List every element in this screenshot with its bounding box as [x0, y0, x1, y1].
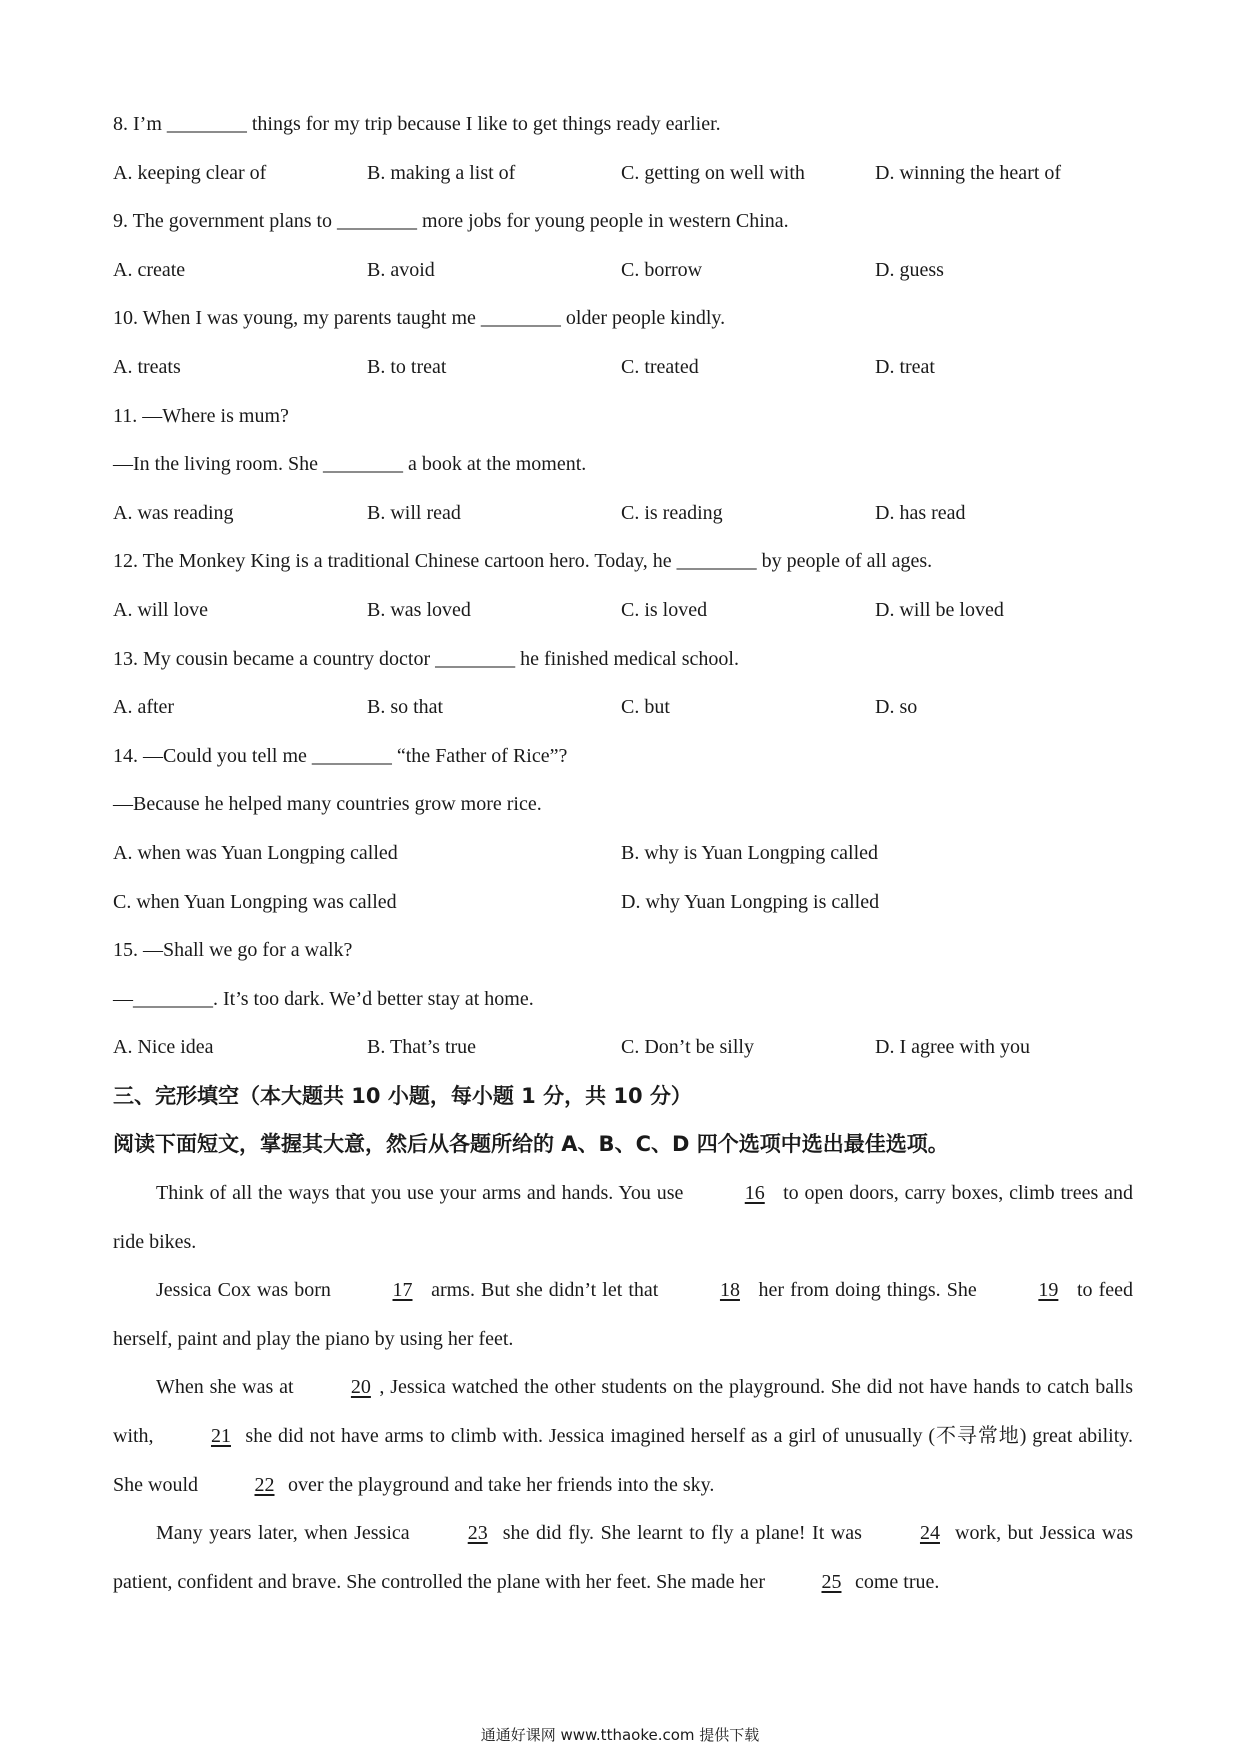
- cloze-paragraph-4: Many years later, when Jessica 23 she did fly. She learnt to fly a plane! It was 24 work, but Jessica was patient, confident and brave. She controlled the plane with her feet. She made her 25 come true.: [113, 1509, 1133, 1606]
- option-d: D. treat: [875, 355, 935, 378]
- question-14-options-row2: [113, 878, 1133, 927]
- option-c: C. is loved: [621, 598, 708, 621]
- option-b: B. was loved: [367, 598, 471, 621]
- option-a: A. when was Yuan Longping called: [113, 841, 398, 864]
- blank-18: 18: [719, 1279, 740, 1302]
- option-d: D. guess: [875, 258, 944, 281]
- option-b: B. avoid: [367, 258, 435, 281]
- question-11-options: [113, 489, 1133, 538]
- option-b: B. why is Yuan Longping called: [621, 841, 879, 864]
- question-9-stem: 9. The government plans to ________ more jobs for young people in western China.: [113, 210, 789, 233]
- blank-17: 17: [392, 1279, 413, 1302]
- option-a: A. was reading: [113, 501, 234, 524]
- question-14-stem-reply: —Because he helped many countries grow more rice.: [113, 793, 542, 816]
- blank-19: 19: [1038, 1279, 1059, 1302]
- blank-24: 24: [919, 1522, 940, 1545]
- question-9-options: [113, 246, 1133, 295]
- option-c: C. is reading: [621, 501, 723, 524]
- question-10-options: [113, 343, 1133, 392]
- option-d: D. winning the heart of: [875, 161, 1062, 184]
- question-15-stem: 15. —Shall we go for a walk?: [113, 939, 353, 962]
- section-3-title: 三、完形填空（本大题共 10 小题，每小题 1 分，共 10 分）: [113, 1083, 692, 1108]
- option-b: B. That’s true: [367, 1036, 477, 1059]
- option-c: C. Don’t be silly: [621, 1036, 754, 1059]
- question-8-stem: 8. I’m ________ things for my trip because I like to get things ready earlier.: [113, 113, 721, 135]
- option-a: A. treats: [113, 355, 181, 378]
- option-b: B. making a list of: [367, 161, 516, 184]
- question-15-stem-reply: —________. It’s too dark. We’d better stay at home.: [113, 987, 534, 1010]
- blank-21: 21: [210, 1425, 231, 1448]
- blank-23: 23: [467, 1522, 488, 1545]
- blank-22: 22: [254, 1473, 275, 1496]
- option-a: A. Nice idea: [113, 1036, 214, 1059]
- question-11-stem: 11. —Where is mum?: [113, 404, 289, 427]
- question-11-stem-reply: —In the living room. She ________ a book at the moment.: [113, 453, 587, 476]
- option-a: A. after: [113, 696, 175, 719]
- question-14-stem: 14. —Could you tell me ________ “the Father of Rice”?: [113, 744, 568, 767]
- option-d: D. will be loved: [875, 598, 1004, 621]
- question-12-stem: 12. The Monkey King is a traditional Chinese cartoon hero. Today, he ________ by people of all ages.: [113, 550, 933, 573]
- page-content: [113, 100, 1133, 1606]
- question-10-stem: 10. When I was young, my parents taught me ________ older people kindly.: [113, 307, 726, 330]
- option-c: C. treated: [621, 355, 699, 378]
- question-15-options: [113, 1023, 1133, 1072]
- cloze-paragraph-3: When she was at 20 , Jessica watched the other students on the playground. She did not have hands to catch balls with, 21 she did not have arms to climb with. Jessica imagined herself as a girl of unusually (不寻常地) great ability. She would 22 over the playground and take her friends into the sky.: [113, 1363, 1133, 1509]
- question-13-options: [113, 683, 1133, 732]
- cloze-paragraph-2: Jessica Cox was born 17 arms. But she didn’t let that 18 her from doing things. She 19 to feed herself, paint and play the piano by using her feet.: [113, 1266, 1133, 1363]
- option-b: B. will read: [367, 501, 461, 524]
- option-a: A. keeping clear of: [113, 161, 267, 184]
- option-c: C. when Yuan Longping was called: [113, 890, 397, 913]
- question-8-options: [113, 149, 1133, 198]
- blank-20: 20: [350, 1376, 371, 1399]
- option-d: D. I agree with you: [875, 1036, 1030, 1059]
- page-footer: 通通好课网 www.tthaoke.com 提供下载: [480, 1726, 760, 1744]
- section-3-instruction: 阅读下面短文，掌握其大意，然后从各题所给的 A、B、C、D 四个选项中选出最佳选项。: [113, 1132, 949, 1157]
- option-c: C. getting on well with: [621, 161, 805, 184]
- option-a: A. will love: [113, 598, 208, 621]
- option-c: C. but: [621, 696, 670, 719]
- option-b: B. so that: [367, 696, 444, 719]
- option-c: C. borrow: [621, 258, 703, 281]
- question-12-options: [113, 586, 1133, 635]
- question-13-stem: 13. My cousin became a country doctor ________ he finished medical school.: [113, 647, 739, 670]
- question-14-options-row1: [113, 829, 1133, 878]
- cloze-paragraph-1: Think of all the ways that you use your arms and hands. You use 16 to open doors, carry boxes, climb trees and ride bikes.: [113, 1169, 1133, 1266]
- blank-16: 16: [744, 1182, 765, 1205]
- blank-25: 25: [821, 1570, 842, 1593]
- option-a: A. create: [113, 258, 186, 281]
- option-b: B. to treat: [367, 355, 447, 378]
- option-d: D. why Yuan Longping is called: [621, 890, 880, 913]
- option-d: D. so: [875, 696, 918, 719]
- option-d: D. has read: [875, 501, 966, 524]
